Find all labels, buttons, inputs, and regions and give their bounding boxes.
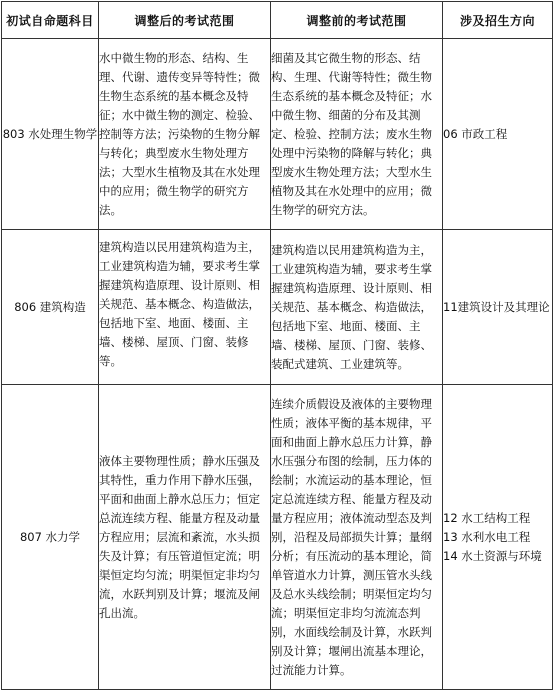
header-subject: 初试自命题科目 [2,2,99,39]
subject-cell: 807 水力学 [2,385,99,690]
scope-before-cell: 建筑构造以民用建筑构造为主，工业建筑构造为辅，要求考生掌握建筑构造原理、设计原则、相关规范、基本概念、构造做法，包括地下室、地面、楼面、主墙、楼梯、屋顶、门窗、装修、装配式建筑、工业建筑等。 [271,230,443,385]
scope-before-cell: 连续介质假设及液体的主要物理性质；液体平衡的基本规律，平面和曲面上静水总压力计算，静水压强分布图的绘制，压力体的绘制；水流运动的基本理论，恒定总流连续方程、能量方程及动量方程应用；液体流动型态及判别，沿程及局部损失计算；量纲分析；有压流动的基本理论，简单管道水力计算，测压管水头线及总水头线绘制；明渠恒定均匀流；明渠恒定非均匀流流态判别，水面线绘制及计算，水跃判别及计算；堰闸出流基本理论，过流能力计算。 [271,385,443,690]
direction-item: 11建筑设计及其理论 [443,299,550,314]
direction-item: 06 市政工程 [443,126,508,141]
directions-cell [443,39,553,230]
scope-after-cell: 水中微生物的形态、结构、生理、代谢、遗传变异等特性；微生物生态系统的基本概念及特征；水中微生物的测定、检验、控制等方法；污染物的生物分解与转化；典型废水生物处理方法；大型水生植物及其在水处理中的应用；微生物学的研究方法。 [99,39,271,230]
scope-after-cell: 液体主要物理性质；静水压强及其特性，重力作用下静水压强，平面和曲面上静水总压力；恒定总流连续方程、能量方程及动量方程应用；层流和紊流，水头损失及计算；有压管道恒定流；明渠恒定均匀流；明渠恒定非均匀流，水跃判别及计算；堰流及闸孔出流。 [99,385,271,690]
header-row [2,2,553,39]
directions-cell [443,230,553,385]
header-scope-before: 调整前的考试范围 [271,2,443,39]
header-scope-after: 调整后的考试范围 [99,2,271,39]
direction-item: 12 水工结构工程 [443,510,531,525]
scope-before-cell: 细菌及其它微生物的形态、结构、生理、代谢等特性；微生物生态系统的基本概念及特征；水中微生物、细菌的分布及其测定、检验、控制方法；废水生物处理中污染物的降解与转化；典型废水生物处理方法；大型水生植物及其在水处理中的应用；微生物学的研究方法。 [271,39,443,230]
table-row [2,39,553,230]
subject-cell: 806 建筑构造 [2,230,99,385]
direction-item: 14 水土资源与环境 [443,548,542,563]
header-directions: 涉及招生方向 [443,2,553,39]
scope-after-cell: 建筑构造以民用建筑构造为主，工业建筑构造为辅，要求考生掌握建筑构造原理、设计原则、相关规范、基本概念、构造做法，包括地下室、地面、楼面、主墙、楼梯、屋顶、门窗、装修等。 [99,230,271,385]
exam-scope-table [1,1,553,690]
table-row [2,230,553,385]
directions-cell [443,385,553,690]
subject-cell: 803 水处理生物学 [2,39,99,230]
table-row [2,385,553,690]
direction-item: 13 水利水电工程 [443,529,531,544]
